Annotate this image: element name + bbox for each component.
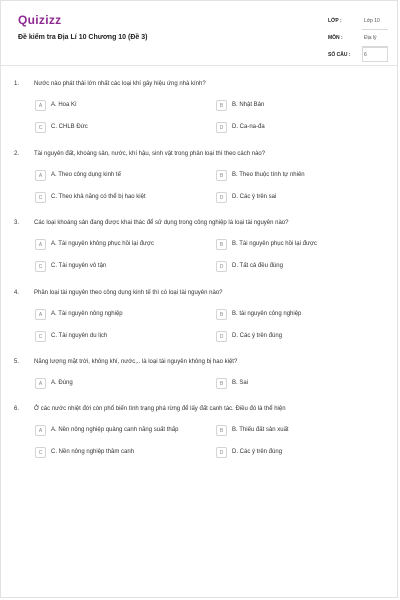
question-text: Nước nào phát thải lớn nhất các loại khí gây hiệu ứng nhà kính? — [34, 81, 206, 87]
option-text: B. Theo thuộc tính tự nhiên — [232, 172, 305, 178]
option-text: A. Tài nguyên nông nghiệp — [51, 311, 123, 317]
question-text: Ở các nước nhiệt đới còn phổ biến tình trạng phá rừng để lấy đất canh tác. Điều đó là thể hiện — [34, 406, 286, 412]
question-text: Tài nguyên đất, khoáng sản, nước, khí hậu, sinh vật trong phân loại thì theo cách nào? — [34, 151, 266, 157]
option-letter-box: C — [35, 261, 46, 272]
meta-label: LỚP : — [328, 18, 342, 24]
option-letter-box: B — [216, 378, 227, 389]
option-text: A. Tài nguyên không phục hồi lại được — [51, 241, 154, 247]
option-text: B. Nhật Bản — [232, 102, 265, 108]
option-text: A. Đúng — [51, 380, 73, 386]
option-text: D. Tất cả đều đúng — [232, 263, 283, 269]
meta-value: Địa lý — [364, 35, 377, 41]
option-text: B. Thiếu đất sản xuất — [232, 427, 289, 433]
option-letter-box: A — [35, 378, 46, 389]
option-letter-box: C — [35, 122, 46, 133]
option-letter-box: A — [35, 100, 46, 111]
option-text: C. CHLB Đức — [51, 124, 88, 130]
worksheet-header — [1, 1, 397, 65]
question-number: 3. — [14, 220, 20, 226]
option-letter-box: C — [35, 192, 46, 203]
question-text: Phân loại tài nguyên theo công dụng kinh tế thì có loại tài nguyên nào? — [34, 290, 223, 296]
header-divider — [1, 65, 397, 66]
option-letter-box: A — [35, 170, 46, 181]
option-letter-box: B — [216, 309, 227, 320]
option-text: A. Hoa Kì — [51, 102, 77, 108]
worksheet-meta — [328, 13, 388, 64]
option-letter-box: D — [216, 122, 227, 133]
option-text: D. Các ý trên sai — [232, 194, 277, 200]
option-letter-box: A — [35, 425, 46, 436]
option-letter-box: D — [216, 261, 227, 272]
option-text: A. Theo công dụng kinh tế — [51, 172, 121, 178]
option-text: C. Tài nguyên du lịch — [51, 333, 108, 339]
meta-label: MÔN : — [328, 35, 343, 41]
meta-value: 6 — [364, 52, 367, 58]
option-text: A. Nền nông nghiệp quảng canh năng suất thấp — [51, 427, 179, 433]
question-number: 4. — [14, 290, 20, 296]
option-text: B. tài nguyên công nghiệp — [232, 311, 302, 317]
meta-row-count — [328, 47, 388, 64]
option-text: D. Các ý trên đúng — [232, 449, 283, 455]
question-number: 1. — [14, 81, 20, 87]
option-text: B. Sai — [232, 380, 249, 386]
quizizz-logo: Quizizz — [18, 13, 62, 27]
question-number: 5. — [14, 359, 20, 365]
option-letter-box: B — [216, 239, 227, 250]
option-text: C. Theo khả năng có thể bị hao kiệt — [51, 194, 146, 200]
option-letter-box: D — [216, 331, 227, 342]
meta-row-subject — [328, 30, 388, 47]
option-letter-box: C — [35, 447, 46, 458]
meta-label: SỐ CÂU : — [328, 52, 351, 58]
meta-row-class — [328, 13, 388, 30]
option-text: C. Nền nông nghiệp thâm canh — [51, 449, 135, 455]
option-text: C. Tài nguyên vô tận — [51, 263, 107, 269]
option-letter-box: D — [216, 447, 227, 458]
option-letter-box: D — [216, 192, 227, 203]
option-letter-box: A — [35, 309, 46, 320]
option-text: D. Các ý trên đúng — [232, 333, 283, 339]
option-letter-box: B — [216, 100, 227, 111]
option-text: B. Tài nguyên phục hồi lại được — [232, 241, 317, 247]
worksheet-title: Đề kiểm tra Địa Lí 10 Chương 10 (Đề 3) — [18, 34, 148, 41]
question-number: 2. — [14, 151, 20, 157]
question-number: 6. — [14, 406, 20, 412]
question-text: Các loại khoáng sản đang được khai thác để sử dụng trong công nghiệp là loại tài nguyên nào? — [34, 220, 289, 226]
option-letter-box: C — [35, 331, 46, 342]
meta-value: Lớp 10 — [364, 18, 380, 24]
question-text: Năng lượng mặt trời, không khí, nước,.. là loại tài nguyên không bị hao kiệt? — [34, 359, 238, 365]
option-letter-box: B — [216, 170, 227, 181]
option-text: D. Ca-na-đa — [232, 124, 265, 130]
option-letter-box: A — [35, 239, 46, 250]
option-letter-box: B — [216, 425, 227, 436]
